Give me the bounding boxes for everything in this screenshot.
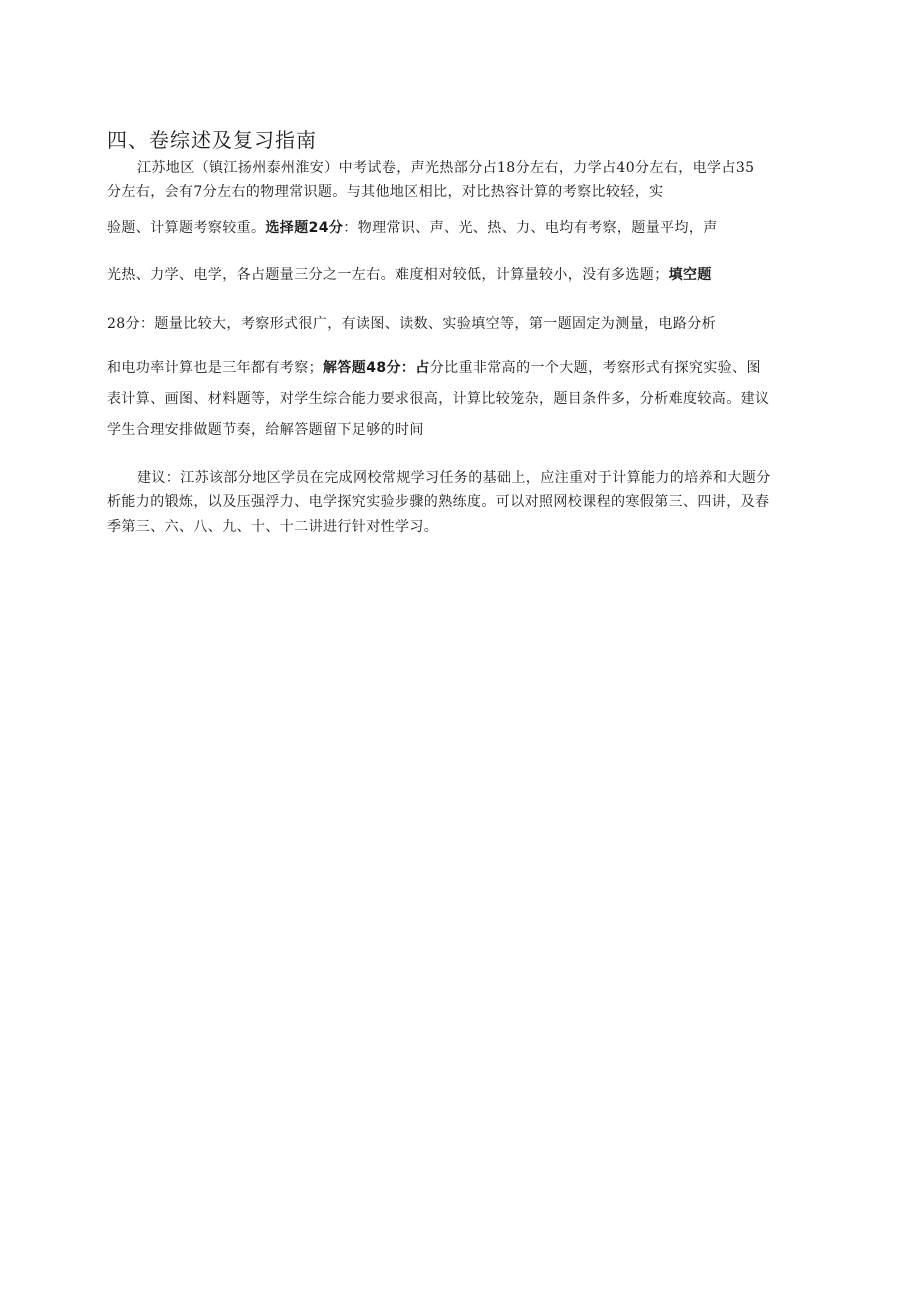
multiple-choice-label: 选择题24分 xyxy=(265,220,344,236)
overview-line-4-text-a: 光热、力学、电学，各占题量三分之一左右。难度相对较低，计算量较小，没有多选题； xyxy=(107,267,669,283)
answer-question-label: 解答题48分：占 xyxy=(323,360,430,376)
advice-line-1: 建议：江苏该部分地区学员在完成网校常规学习任务的基础上，应注重对于计算能力的培养和大题分 xyxy=(137,470,771,486)
overview-line-3-text-a: 验题、计算题考察较重。 xyxy=(107,220,266,236)
advice-line-2: 析能力的锻炼，以及压强浮力、电学探究实验步骤的熟练度。可以对照网校课程的寒假第三、四讲，及春 xyxy=(107,494,770,510)
overview-line-2: 分左右，会有7分左右的物理常识题。与其他地区相比，对比热容计算的考察比较轻，实 xyxy=(107,184,664,200)
overview-line-5: 28分：题量比较大，考察形式很广，有读图、读数、实验填空等，第一题固定为测量，电路分析 xyxy=(107,316,717,332)
advice-line-3: 季第三、六、八、九、十、十二讲进行针对性学习。 xyxy=(107,519,439,535)
overview-line-6-text-c: 分比重非常高的一个大题，考察形式有探究实验、图 xyxy=(429,360,761,376)
overview-line-8: 学生合理安排做题节奏，给解答题留下足够的时间 xyxy=(107,422,424,438)
overview-line-6-text-a: 和电功率计算也是三年都有考察； xyxy=(107,360,323,376)
section-heading: 四、卷综述及复习指南 xyxy=(107,128,317,152)
overview-line-4 xyxy=(107,264,712,286)
overview-line-1: 江苏地区（镇江扬州泰州淮安）中考试卷，声光热部分占18分左右，力学占40分左右，电学占35 xyxy=(137,160,755,176)
fill-blank-label: 填空题 xyxy=(668,267,712,283)
overview-line-7: 表计算、画图、材料题等，对学生综合能力要求很高，计算比较笼杂，题目条件多，分析难度较高。建议 xyxy=(107,391,770,407)
overview-line-6 xyxy=(107,357,761,379)
overview-line-3-text-c: ：物理常识、声、光、热、力、电均有考察，题量平均，声 xyxy=(343,220,718,236)
overview-line-3 xyxy=(107,217,718,239)
